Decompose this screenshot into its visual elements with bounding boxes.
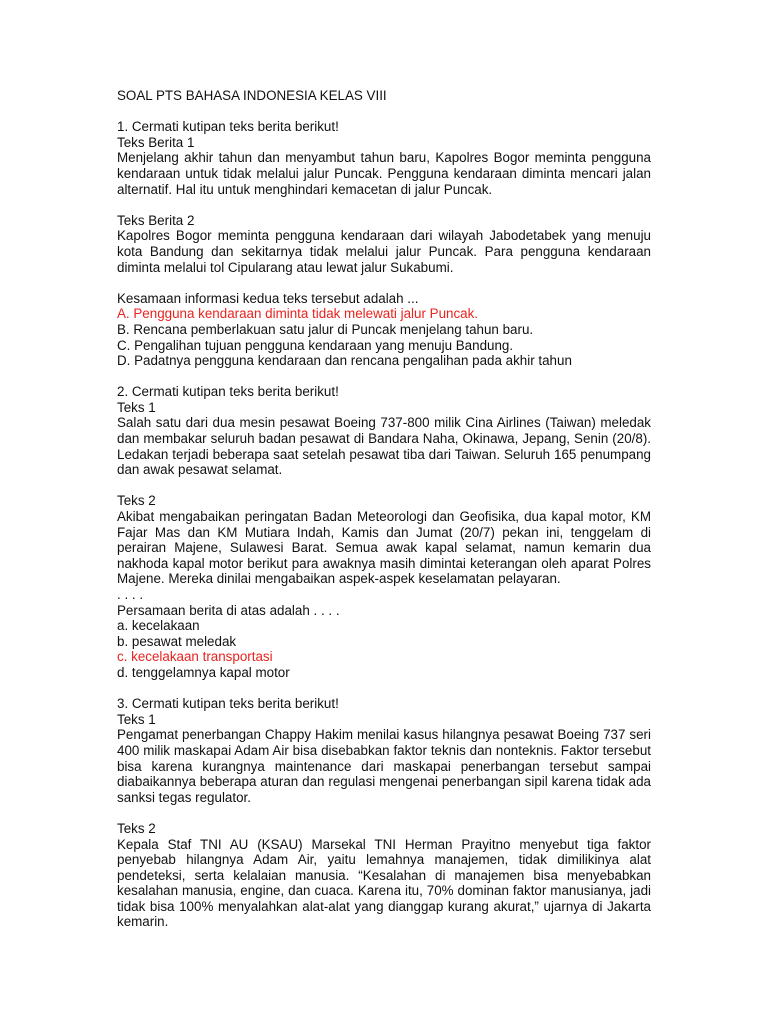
q3-text-2	[117, 821, 651, 930]
q2-text-1	[117, 384, 651, 478]
q2-ellipsis: . . . .	[117, 587, 144, 602]
q1-text-1-label: Teks Berita 1	[117, 134, 195, 150]
q2-text-1-body: Salah satu dari dua mesin pesawat Boeing 737-800 milik Cina Airlines (Taiwan) meledak dan membakar seluruh badan pesawat di Bandara Naha, Okinawa, Jepang, Senin (20/8). Ledakan terjadi beberapa saat setelah pesawat tiba dari Taiwan. Seluruh 165 penumpang dan awak pesawat selamat.	[117, 415, 651, 478]
q1-options	[117, 291, 651, 369]
q3-text-2-body: Kepala Staf TNI AU (KSAU) Marsekal TNI Herman Prayitno menyebut tiga faktor penyebab hilangnya Adam Air, yaitu lemahnya manajemen, tidak dimilikinya alat pendeteksi, serta kelalaian manusia. “Kesalahan di manajemen bisa menyebabkan kesalahan manusia, engine, dan cuaca. Karena itu, 70% dominan faktor manusianya, jadi tidak bisa 100% menyalahkan alat-alat yang dianggap kurang akurat,” ujarnya di Jakarta kemarin.	[117, 836, 651, 930]
q1-option-c: C. Pengalihan tujuan pengguna kendaraan yang menuju Bandung.	[117, 337, 514, 353]
q2-text-2	[117, 493, 651, 680]
q1-option-d: D. Padatnya pengguna kendaraan dan rencana pengalihan pada akhir tahun	[117, 353, 572, 369]
q1-text-2-body: Kapolres Bogor meminta pengguna kendaraan dari wilayah Jabodetabek yang menuju kota Bandung dan sekitarnya tidak melalui jalur Puncak. Para pengguna kendaraan diminta melalui tol Cipularang atau lewat jalur Sukabumi.	[117, 228, 651, 275]
document-page	[117, 88, 651, 946]
q2-option-b: b. pesawat meledak	[117, 633, 237, 649]
q1-option-b: B. Rencana pemberlakuan satu jalur di Puncak menjelang tahun baru.	[117, 321, 534, 337]
q2-text-1-label: Teks 1	[117, 399, 156, 415]
q1-text-2-label: Teks Berita 2	[117, 212, 195, 228]
q2-option-c-correct: c. kecelakaan transportasi	[117, 649, 273, 665]
q3-text-1-body: Pengamat penerbangan Chappy Hakim menilai kasus hilangnya pesawat Boeing 737 seri 400 milik maskapai Adam Air bisa disebabkan faktor teknis dan nonteknis. Faktor tersebut bisa karena kurangnya maintenance dari maskapai penerbangan tersebut sampai diabaikannya beberapa aturan dan regulasi mengenai penerbangan sipil karena tidak ada sanksi tegas regulator.	[117, 727, 651, 805]
question-3	[117, 696, 651, 930]
q2-text-2-body: Akibat mengabaikan peringatan Badan Meteorologi dan Geofisika, dua kapal motor, KM Fajar Mas dan KM Mutiara Indah, Kamis dan Jumat (20/7) pekan ini, tenggelam di perairan Majene, Sulawesi Barat. Semua awak kapal selamat, namun kemarin dua nakhoda kapal motor berikut para awaknya masih dimintai keterangan oleh aparat Polres Majene. Mereka dinilai mengabaikan aspek-aspek keselamatan pelayaran.	[117, 509, 651, 587]
q1-text-2	[117, 213, 651, 275]
question-2	[117, 384, 651, 680]
q2-option-a: a. kecelakaan	[117, 618, 200, 634]
q2-option-d: d. tenggelamnya kapal motor	[117, 664, 290, 680]
q1-text-1-body: Menjelang akhir tahun dan menyambut tahun baru, Kapolres Bogor meminta pengguna kendaraan untuk tidak melalui jalur Puncak. Pengguna kendaraan diminta mencari jalan alternatif. Hal itu untuk menghindari kemacetan di jalur Puncak.	[117, 150, 651, 197]
q1-prompt: 1. Cermati kutipan teks berita berikut!	[117, 119, 339, 135]
q3-text-1	[117, 696, 651, 805]
document-title: SOAL PTS BAHASA INDONESIA KELAS VIII	[117, 88, 387, 103]
q2-prompt: 2. Cermati kutipan teks berita berikut!	[117, 384, 339, 400]
q3-prompt: 3. Cermati kutipan teks berita berikut!	[117, 696, 339, 712]
q3-text-1-label: Teks 1	[117, 711, 156, 727]
q1-option-a-correct: A. Pengguna kendaraan diminta tidak melewati jalur Puncak.	[117, 306, 479, 322]
q1-text-1	[117, 119, 651, 197]
question-1	[117, 119, 651, 369]
q3-text-2-label: Teks 2	[117, 820, 156, 836]
q2-text-2-label: Teks 2	[117, 493, 156, 509]
q1-question: Kesamaan informasi kedua teks tersebut adalah ...	[117, 290, 419, 306]
q2-question: Persamaan berita di atas adalah . . . .	[117, 602, 340, 618]
